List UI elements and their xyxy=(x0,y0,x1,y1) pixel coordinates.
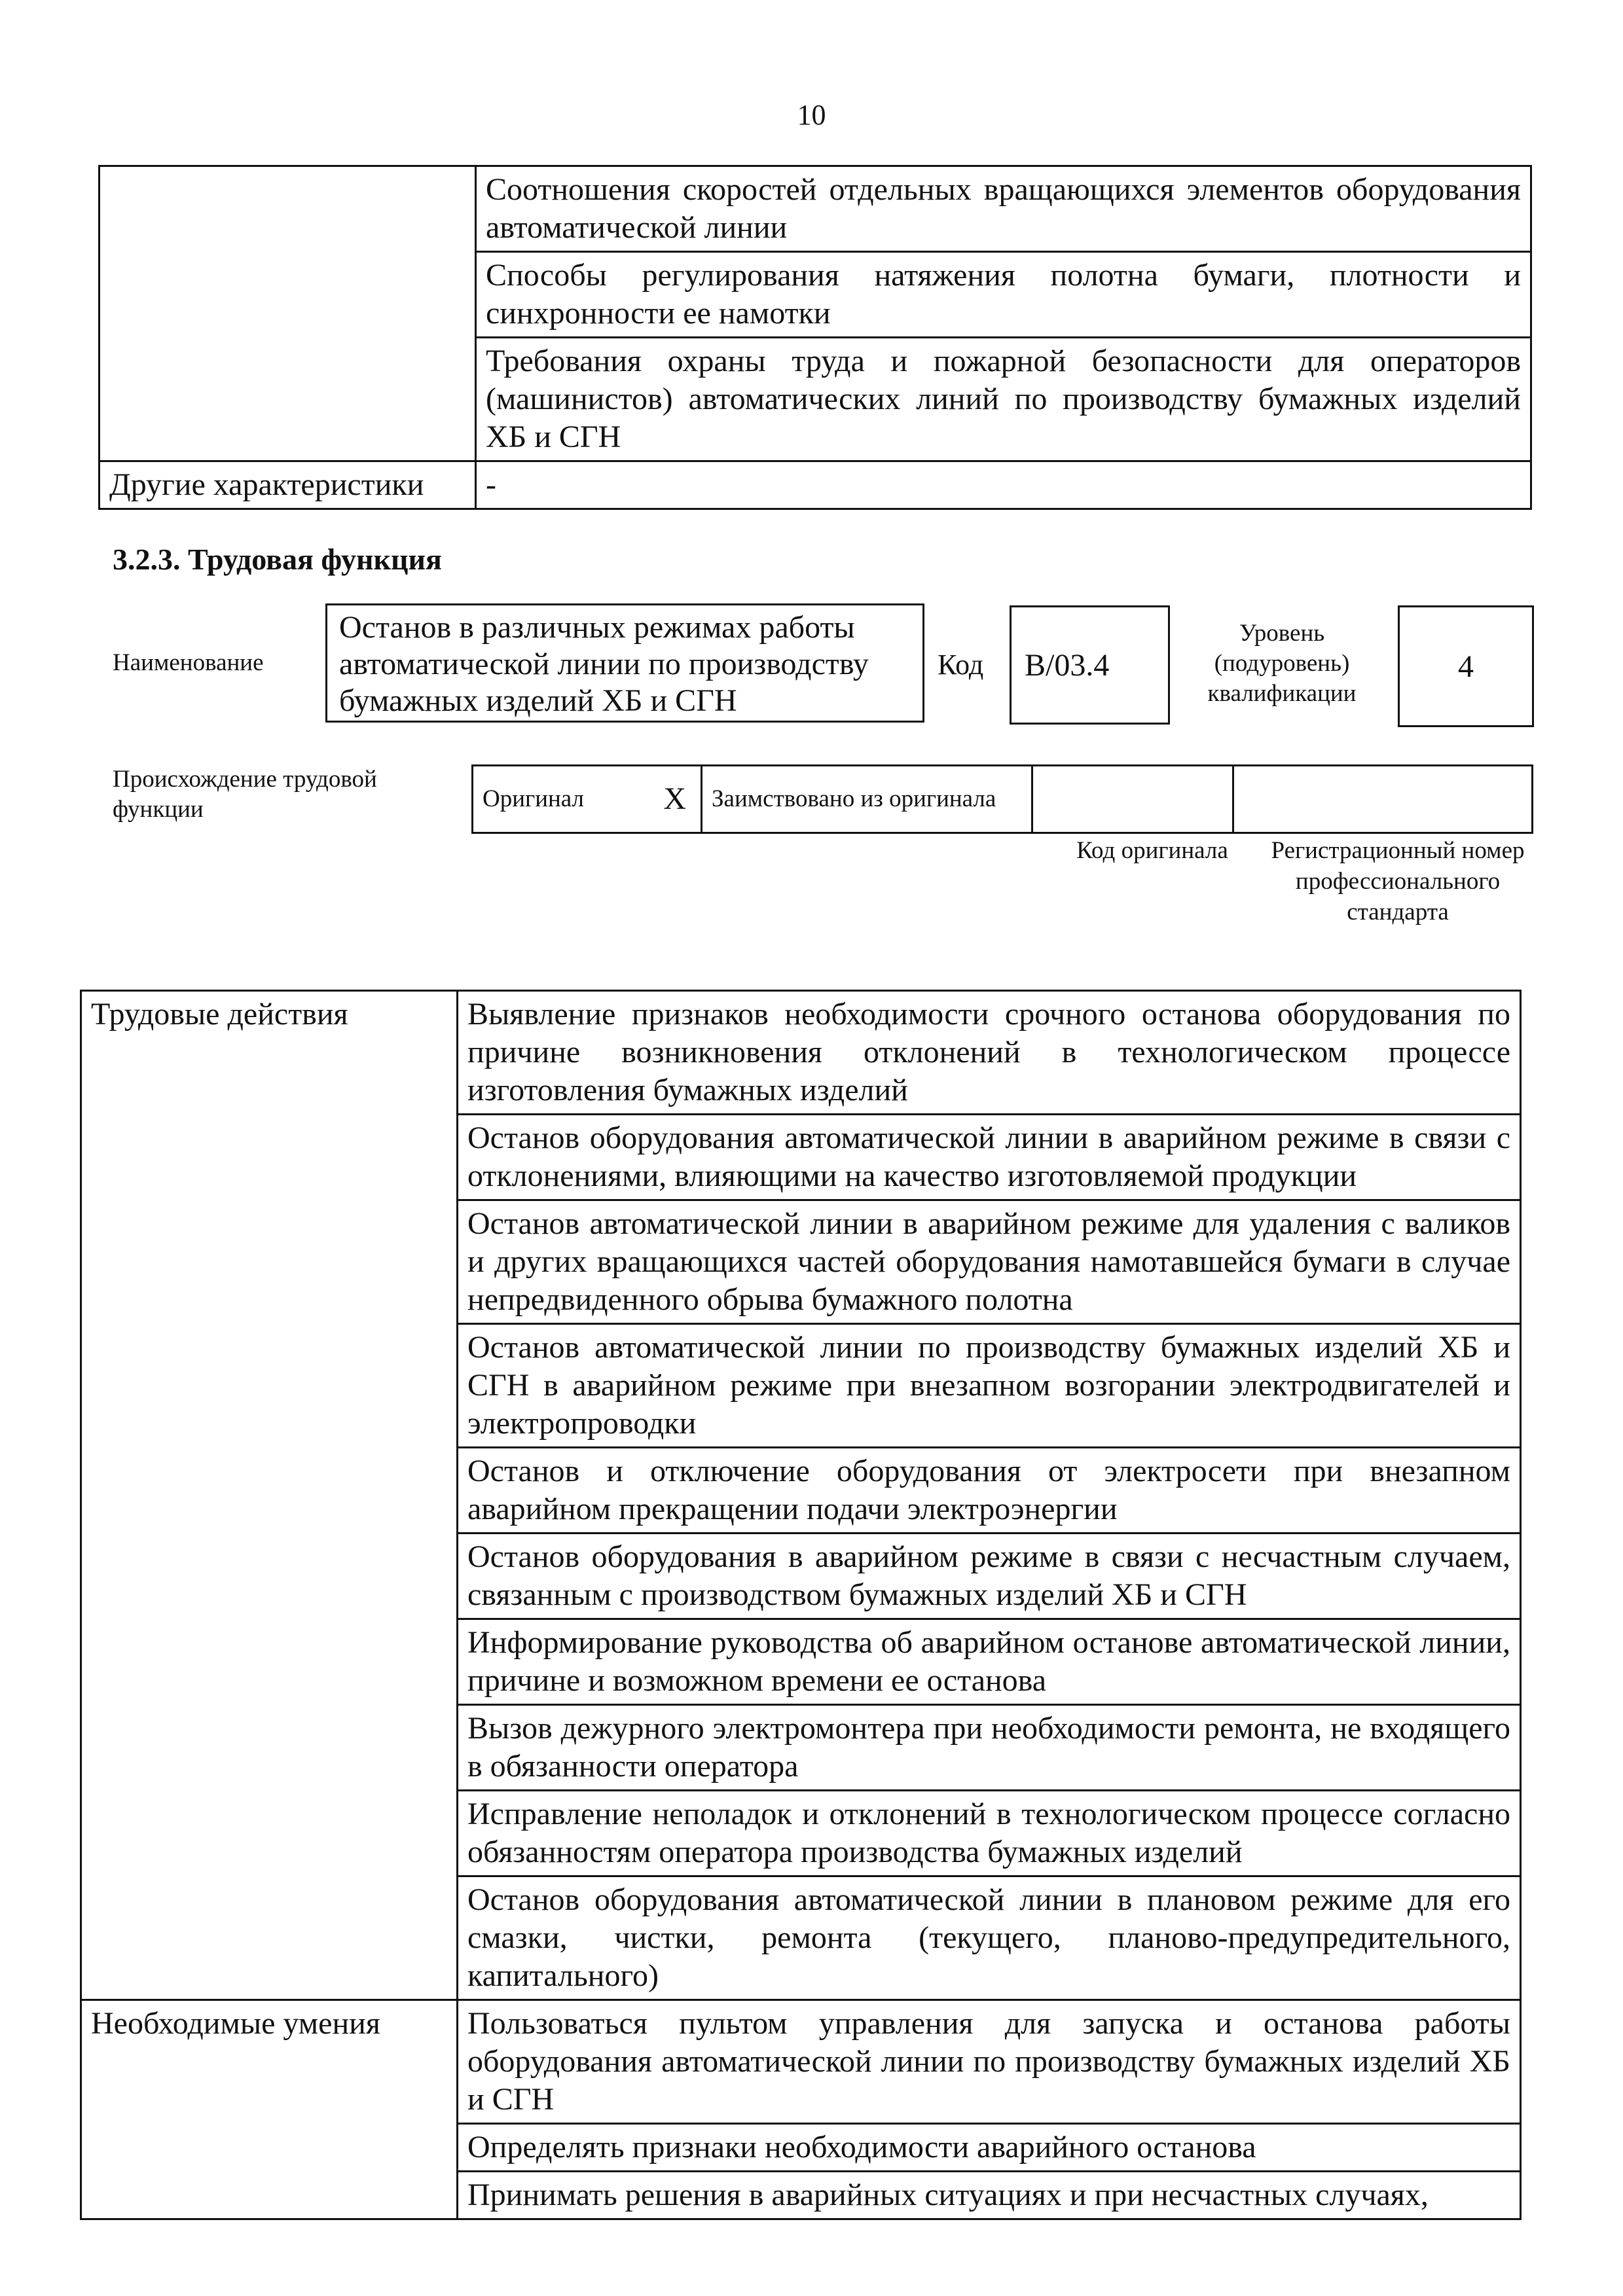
table-row xyxy=(81,2000,1521,2124)
page-number: 10 xyxy=(797,99,826,131)
labor-action-cell: Вызов дежурного электромонтера при необходимости ремонта, не входящего в обязанности оператора xyxy=(458,1705,1521,1791)
knowledge-table xyxy=(98,165,1532,510)
original-label: Оригинал xyxy=(473,766,649,833)
borrowed-label: Заимствовано из оригинала xyxy=(702,766,1032,833)
labor-action-cell: Останов автоматической линии в аварийном режиме для удаления с валиков и других вращающихся частей оборудования намотавшейся бумаги в случае непредвиденного обрыва бумажного полотна xyxy=(458,1200,1521,1324)
other-characteristics-value: - xyxy=(476,461,1531,509)
origin-label: Происхождение трудовой функции xyxy=(113,766,377,823)
skill-cell: Принимать решения в аварийных ситуациях и при несчастных случаях, xyxy=(458,2172,1521,2219)
function-name-box xyxy=(325,603,924,723)
qualification-level-label: Уровень (подуровень) квалификации xyxy=(1207,620,1357,707)
qualification-level-box xyxy=(1398,605,1534,727)
table-row xyxy=(473,766,1533,833)
function-name-value: Останов в различных режимах работы автоматической линии по производству бумажных изделий ХБ и СГН xyxy=(339,610,869,718)
knowledge-cell: Способы регулирования натяжения полотна бумаги, плотности и синхронности ее намотки xyxy=(476,252,1531,338)
labor-action-cell: Исправление неполадок и отклонений в технологическом процессе согласно обязанностям оператора производства бумажных изделий xyxy=(458,1791,1521,1876)
required-skills-label: Необходимые умения xyxy=(81,2000,458,2219)
labor-action-cell: Останов и отключение оборудования от электросети при внезапном аварийном прекращении подачи электроэнергии xyxy=(458,1448,1521,1534)
name-label: Наименование xyxy=(113,649,264,676)
code-box xyxy=(1010,605,1170,725)
labor-action-cell: Выявление признаков необходимости срочного останова оборудования по причине возникновения отклонений в технологическом процессе изготовления бумажных изделий xyxy=(458,991,1521,1115)
skill-cell: Определять признаки необходимости аварийного останова xyxy=(458,2124,1521,2172)
code-original-label: Код оригинала xyxy=(1076,837,1228,864)
qualification-level-value: 4 xyxy=(1458,649,1474,684)
knowledge-cell: Соотношения скоростей отдельных вращающихся элементов оборудования автоматической линии xyxy=(476,166,1531,252)
other-characteristics-label: Другие характеристики xyxy=(100,461,476,509)
empty-label-cell xyxy=(100,166,476,461)
code-value: B/03.4 xyxy=(1025,647,1110,683)
skill-cell: Пользоваться пультом управления для запуска и останова работы оборудования автоматической линии по производству бумажных изделий ХБ и СГН xyxy=(458,2000,1521,2124)
knowledge-cell: Требования охраны труда и пожарной безопасности для операторов (машинистов) автоматических линий по производству бумажных изделий ХБ и СГН xyxy=(476,338,1531,461)
labor-actions-table xyxy=(80,990,1522,2220)
labor-action-cell: Останов оборудования автоматической линии в плановом режиме для его смазки, чистки, ремонта (текущего, планово-предупредительного, капитального) xyxy=(458,1876,1521,2000)
reg-number-cell xyxy=(1233,766,1533,833)
table-row xyxy=(100,461,1531,509)
code-original-cell xyxy=(1032,766,1233,833)
section-title: 3.2.3. Трудовая функция xyxy=(113,543,442,576)
code-label: Код xyxy=(938,649,984,681)
labor-action-cell: Информирование руководства об аварийном останове автоматической линии, причине и возможном времени ее останова xyxy=(458,1619,1521,1705)
reg-number-label: Регистрационный номер профессионального стандарта xyxy=(1271,837,1525,925)
table-row xyxy=(100,166,1531,252)
labor-action-cell: Останов оборудования в аварийном режиме в связи с несчастным случаем, связанным с производством бумажных изделий ХБ и СГН xyxy=(458,1534,1521,1619)
original-mark: Х xyxy=(649,766,702,833)
origin-table xyxy=(471,764,1533,834)
labor-action-cell: Останов автоматической линии по производству бумажных изделий ХБ и СГН в аварийном режиме при внезапном возгорании электродвигателей и электропроводки xyxy=(458,1324,1521,1448)
labor-actions-label: Трудовые действия xyxy=(81,991,458,2000)
labor-action-cell: Останов оборудования автоматической линии в аварийном режиме в связи с отклонениями, влияющими на качество изготовляемой продукции xyxy=(458,1115,1521,1200)
table-row xyxy=(81,991,1521,1115)
